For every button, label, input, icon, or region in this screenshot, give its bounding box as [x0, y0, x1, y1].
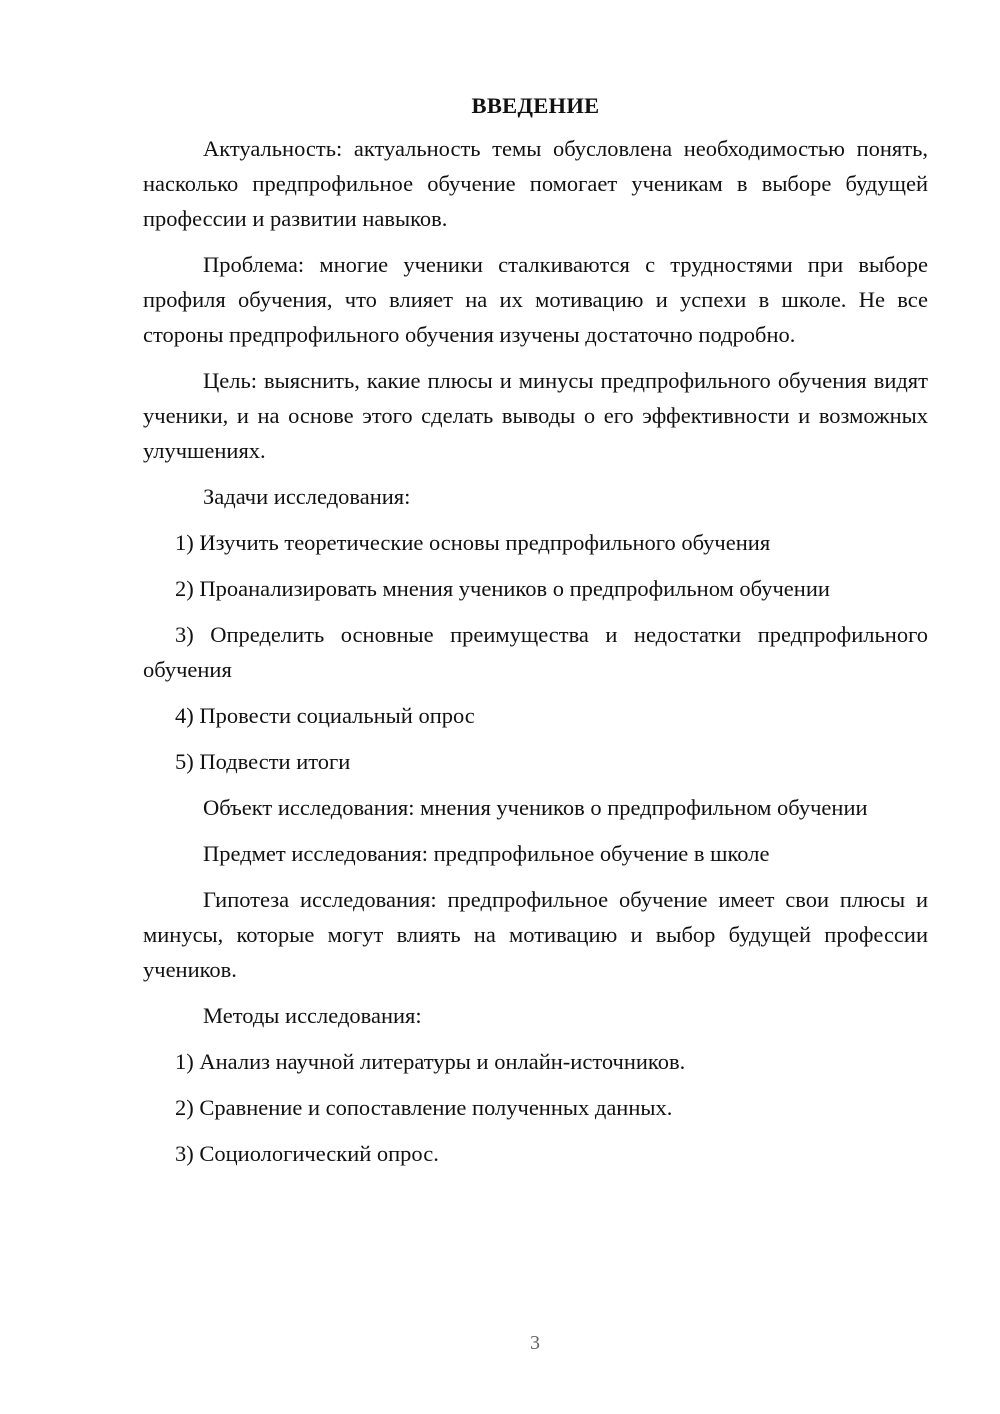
task-item: 5) Подвести итоги	[175, 749, 351, 774]
subject-paragraph: Предмет исследования: предпрофильное обучение в школе	[203, 841, 770, 866]
method-item: 2) Сравнение и сопоставление полученных данных.	[175, 1095, 673, 1120]
section-title: ВВЕДЕНИЕ	[471, 93, 600, 118]
problem-paragraph: Проблема: многие ученики сталкиваются с трудностями при выборе профиля обучения, что влияет на их мотивацию и успехи в школе. Не все стороны предпрофильного обучения изучены достаточно подробно.	[143, 252, 928, 347]
task-item: 2) Проанализировать мнения учеников о предпрофильном обучении	[175, 576, 830, 601]
task-item: 4) Провести социальный опрос	[175, 703, 475, 728]
tasks-heading: Задачи исследования:	[203, 484, 411, 509]
relevance-paragraph: Актуальность: актуальность темы обусловлена необходимостью понять, насколько предпрофильное обучение помогает ученикам в выборе будущей профессии и развитии навыков.	[143, 136, 928, 231]
goal-paragraph: Цель: выяснить, какие плюсы и минусы предпрофильного обучения видят ученики, и на основе этого сделать выводы о его эффективности и возможных улучшениях.	[143, 368, 928, 463]
object-paragraph: Объект исследования: мнения учеников о предпрофильном обучении	[203, 795, 868, 820]
hypothesis-paragraph: Гипотеза исследования: предпрофильное обучение имеет свои плюсы и минусы, которые могут влиять на мотивацию и выбор будущей профессии учеников.	[143, 887, 928, 982]
method-item: 1) Анализ научной литературы и онлайн-источников.	[175, 1049, 686, 1074]
task-item: 3) Определить основные преимущества и недостатки предпрофильного обучения	[143, 622, 928, 682]
method-item: 3) Социологический опрос.	[175, 1141, 439, 1166]
task-item: 1) Изучить теоретические основы предпрофильного обучения	[175, 530, 771, 555]
page-content	[143, 88, 928, 1182]
page-number: 3	[530, 1332, 540, 1354]
methods-heading: Методы исследования:	[203, 1003, 422, 1028]
